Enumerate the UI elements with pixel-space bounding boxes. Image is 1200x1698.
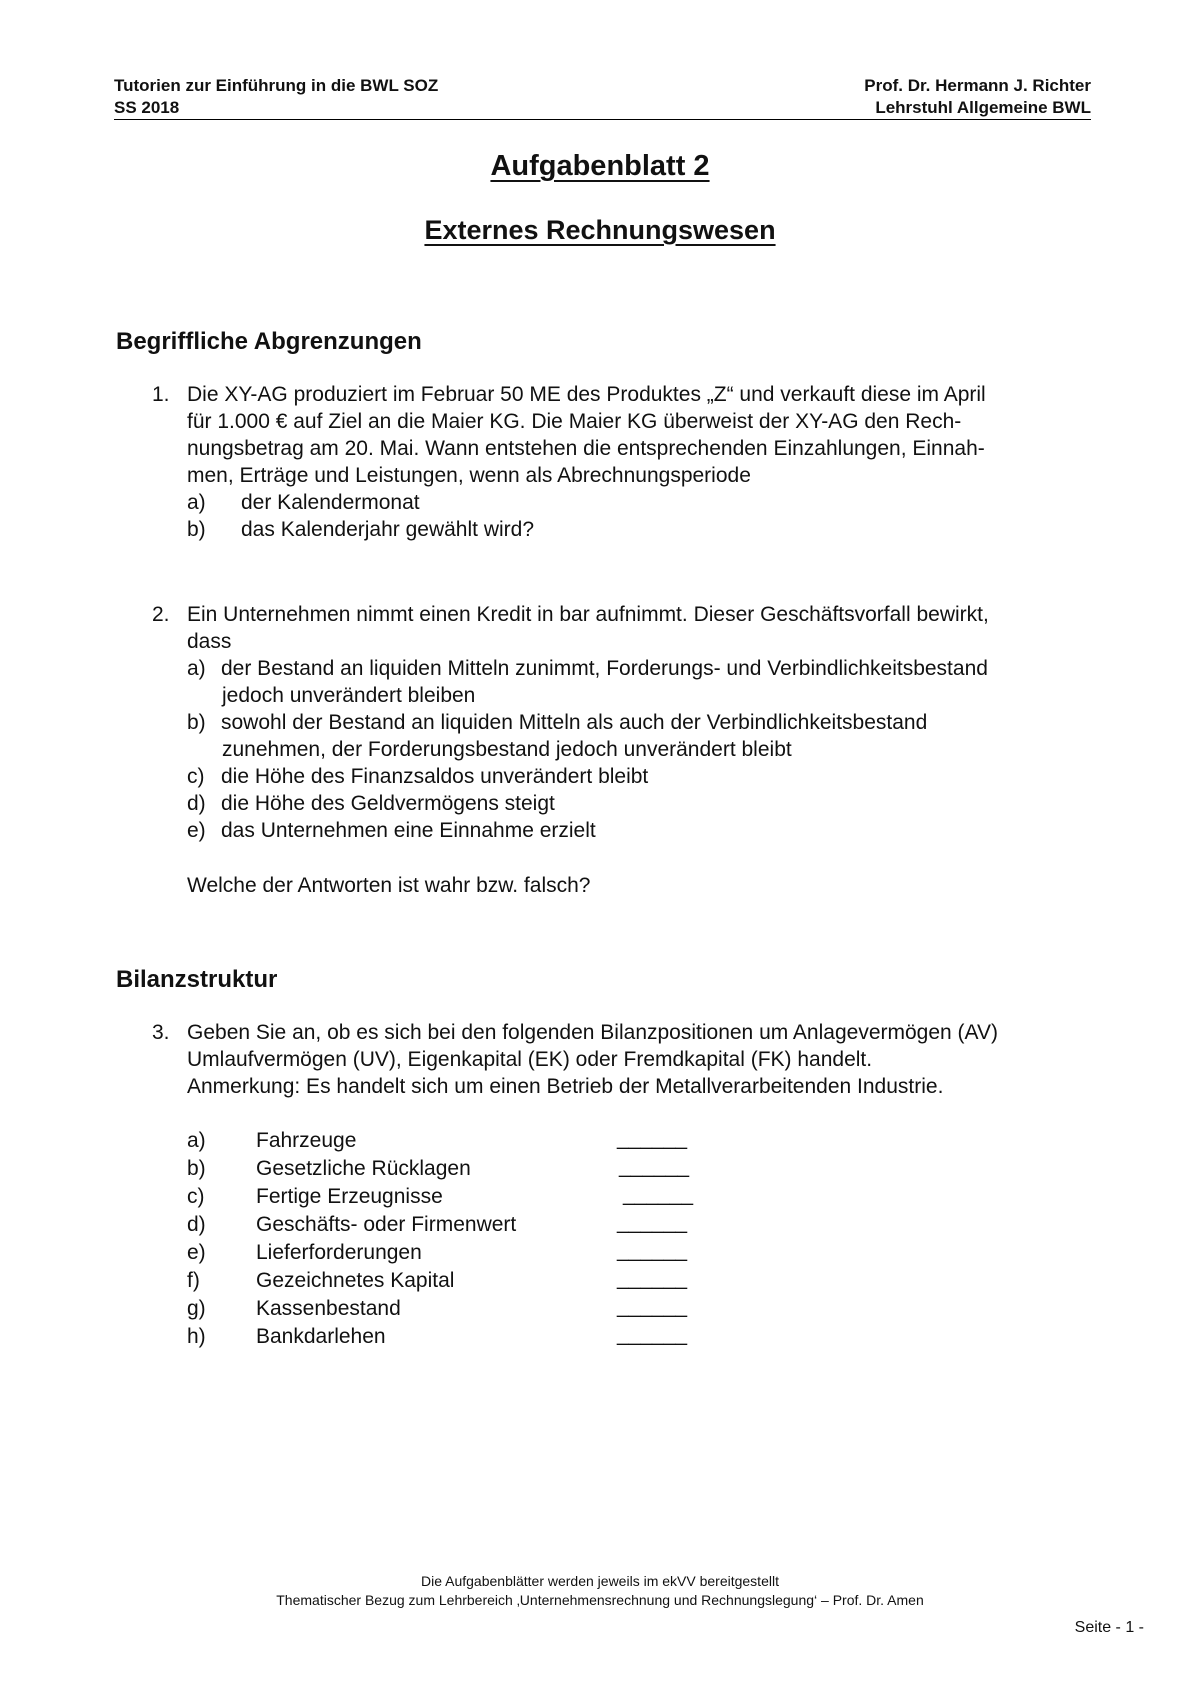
- option-label: d): [187, 792, 206, 815]
- item-label: b): [187, 1157, 206, 1180]
- answer-blank[interactable]: ______: [617, 1127, 688, 1150]
- task-text-line: Umlaufvermögen (UV), Eigenkapital (EK) oder Fremdkapital (FK) handelt.: [187, 1048, 873, 1071]
- option-label: c): [187, 765, 205, 788]
- answer-blank[interactable]: ______: [617, 1295, 688, 1318]
- answer-blank[interactable]: ______: [617, 1323, 688, 1346]
- chair-name: Lehrstuhl Allgemeine BWL: [875, 98, 1091, 117]
- item-label: e): [187, 1241, 206, 1264]
- task-number: 2.: [152, 603, 170, 626]
- option-text: der Bestand an liquiden Mitteln zunimmt, Forderungs- und Verbindlichkeitsbestand: [221, 657, 988, 680]
- section-heading-abgrenzungen: Begriffliche Abgrenzungen: [116, 328, 422, 355]
- item-label: h): [187, 1325, 206, 1348]
- sheet-title: Aufgabenblatt 2: [490, 150, 710, 182]
- topic-title: Externes Rechnungswesen: [424, 215, 776, 245]
- option-text: das Kalenderjahr gewählt wird?: [241, 518, 535, 541]
- task-question: Welche der Antworten ist wahr bzw. falsch?: [187, 874, 591, 897]
- option-text-cont: zunehmen, der Forderungsbestand jedoch unverändert bleibt: [222, 738, 792, 761]
- option-text: die Höhe des Finanzsaldos unverändert bleibt: [221, 765, 649, 788]
- page-number: Seite - 1 -: [1074, 1619, 1144, 1636]
- item-label: c): [187, 1185, 205, 1208]
- task-number: 1.: [152, 383, 170, 406]
- option-text: sowohl der Bestand an liquiden Mitteln als auch der Verbindlichkeitsbestand: [221, 711, 928, 734]
- professor-name: Prof. Dr. Hermann J. Richter: [864, 76, 1091, 95]
- answer-blank[interactable]: ______: [617, 1267, 688, 1290]
- item-text: Gezeichnetes Kapital: [256, 1269, 455, 1292]
- item-text: Kassenbestand: [256, 1297, 401, 1320]
- option-label: a): [187, 657, 206, 680]
- answer-blank[interactable]: ______: [619, 1155, 690, 1178]
- item-label: g): [187, 1297, 206, 1320]
- footer-note: Die Aufgabenblätter werden jeweils im ekVV bereitgestellt: [421, 1573, 779, 1589]
- option-text: der Kalendermonat: [241, 491, 420, 514]
- course-title: Tutorien zur Einführung in die BWL SOZ: [114, 76, 439, 95]
- task-text-line: dass: [187, 630, 232, 653]
- item-label: d): [187, 1213, 206, 1236]
- item-text: Fahrzeuge: [256, 1129, 357, 1152]
- section-heading-bilanzstruktur: Bilanzstruktur: [116, 966, 278, 993]
- item-text: Bankdarlehen: [256, 1325, 386, 1348]
- option-label: e): [187, 819, 206, 842]
- task-text-line: Ein Unternehmen nimmt einen Kredit in bar aufnimmt. Dieser Geschäftsvorfall bewirkt,: [187, 603, 989, 626]
- option-text: das Unternehmen eine Einnahme erzielt: [221, 819, 596, 842]
- item-text: Lieferforderungen: [256, 1241, 422, 1264]
- answer-blank[interactable]: ______: [623, 1183, 694, 1206]
- task-text-line: nungsbetrag am 20. Mai. Wann entstehen die entsprechenden Einzahlungen, Einnah-: [187, 437, 985, 460]
- item-text: Fertige Erzeugnisse: [256, 1185, 443, 1208]
- item-label: f): [187, 1269, 200, 1292]
- option-label: b): [187, 711, 206, 734]
- semester: SS 2018: [114, 98, 180, 117]
- task-text-line: Die XY-AG produziert im Februar 50 ME des Produktes „Z“ und verkauft diese im April: [187, 383, 986, 406]
- task-text-line: men, Erträge und Leistungen, wenn als Abrechnungsperiode: [187, 464, 751, 487]
- item-label: a): [187, 1129, 206, 1152]
- header-divider: [114, 119, 1091, 120]
- option-label: a): [187, 491, 206, 514]
- option-text-cont: jedoch unverändert bleiben: [222, 684, 476, 707]
- option-label: b): [187, 518, 206, 541]
- item-text: Gesetzliche Rücklagen: [256, 1157, 471, 1180]
- answer-blank[interactable]: ______: [617, 1211, 688, 1234]
- task-text-line: Geben Sie an, ob es sich bei den folgenden Bilanzpositionen um Anlagevermögen (AV): [187, 1021, 998, 1044]
- option-text: die Höhe des Geldvermögens steigt: [221, 792, 555, 815]
- item-text: Geschäfts- oder Firmenwert: [256, 1213, 517, 1236]
- task-text-line: für 1.000 € auf Ziel an die Maier KG. Die Maier KG überweist der XY-AG den Rech-: [187, 410, 962, 433]
- footer-reference: Thematischer Bezug zum Lehrbereich ‚Unternehmensrechnung und Rechnungslegung‘ – Prof. Dr. Amen: [276, 1592, 924, 1608]
- task-number: 3.: [152, 1021, 170, 1044]
- task-text-line: Anmerkung: Es handelt sich um einen Betrieb der Metallverarbeitenden Industrie.: [187, 1075, 944, 1098]
- answer-blank[interactable]: ______: [617, 1239, 688, 1262]
